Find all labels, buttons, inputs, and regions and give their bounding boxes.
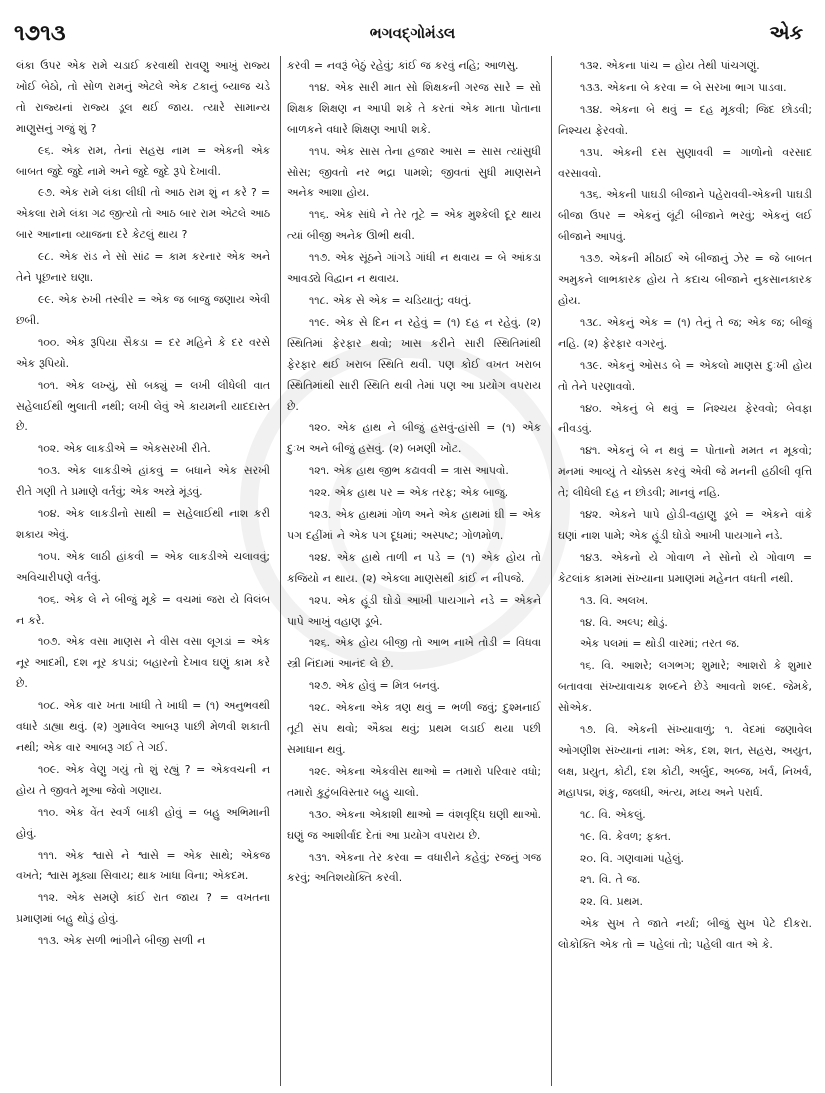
- dictionary-entry: ૧૨૨. એક હાથ પર = એક તરફ; એક બાજુ.: [309, 486, 509, 500]
- dictionary-entry: ૯૭. એક રામે લંકા લીધી તો આઠ રામ શું ન કરે ? = એકલા રામે લંકા ગઢ જીત્યો તો આઠ બાર રામ એટલે આઠ બાર આનાના વ્યાજના દરે કેટલું થાય ?: [16, 186, 270, 242]
- dictionary-entry: ૯૮. એક રાંડ ને સો સાંઢ = કામ કરનાર એક અને તેને પૂછનાર ઘણા.: [16, 250, 270, 285]
- dictionary-entry: ૧૪૧. એકનું બે ન થવું = પોતાનો મમત ન મૂકવો; મનમાં આવ્યું તે ચોક્કસ કરવું એવી જે મનની હઠીલી વૃત્તિ તે; લીધેલી દહ ન છોડવી; માનવું નહિ.: [558, 444, 812, 500]
- dictionary-entry: ૧૯. વિ. કેવળ; ફક્ત.: [580, 829, 672, 843]
- dictionary-entry: ૧૧૫. એક સાસ તેના હજાર આસ = સાસ ત્યાંસુધી સોસ; જીવતો નર ભદ્રા પામશે; જીવતાં સુધી માણસને અનેક આશા હોય.: [287, 144, 541, 200]
- column-right: [551, 56, 812, 1086]
- book-title: ભગવદ્ગોમંડલ: [369, 24, 456, 42]
- dictionary-entry: ૧૩૦. એકના એકાશી થાઓ = વંશવૃદ્ધિ ઘણી થાઓ. ઘણું જ આશીર્વાદ દેતાં આ પ્રયોગ વપરાય છે.: [287, 807, 541, 842]
- dictionary-entry: લંકા ઉપર એક રામે ચડાઈ કરવાથી રાવણુ આખું રાજ્ય ખોઈ બેઠો, તો સોળ રામનું એટલે એક ટકાનું બ્યાજ ચડે તો રાજ્યનાં રાજ્ય ડૂલ થઈ જાય. ત્યારે સામાન્ય માણુસનું ગજું શું ?: [16, 59, 270, 135]
- dictionary-entry: ૧૧૨. એક સમણે કાંઈ રાત જાય ? = વખતના પ્રમાણમાં બહુ થોડું હોવું.: [16, 891, 270, 926]
- dictionary-entry: ૧૩૨. એકના પાંચ = હોય તેથી પાંચગણું.: [580, 59, 760, 72]
- dictionary-entry: ૨૨. વિ. પ્રથમ.: [580, 895, 643, 909]
- dictionary-entry: ૧૨૪. એક હાથે તાળી ન પડે = (૧) એક હોય તો કજિયો ન થાય. (૨) એકલા માણસથી કાંઈ ન નીપજે.: [287, 550, 541, 585]
- running-head: એક: [769, 22, 803, 44]
- page-number: ૧૭૧૩: [14, 20, 66, 46]
- dictionary-entry: ૧૦૩. એક લાકડીએ હાંકવું = બધાને એક સરખી રીતે ગણી તે પ્રમાણે વર્તવું; એક અસ્ત્રે મૂંડવું.: [16, 464, 270, 499]
- dictionary-entry: ૧૧૭. એક સૂંઠને ગાંગડે ગાંધી ન થવાય = બે આંકડા આવડ્યે વિદ્વાન ન થવાય.: [287, 251, 541, 286]
- dictionary-entry: ૧૧૮. એક સે એક = ચડિયાતું; વધતું.: [309, 293, 472, 307]
- dictionary-entry: ૧૨૦. એક હાથ ને બીજું હસવું-હાંસી = (૧) એક દુઃખ અને બીજું હસવું. (૨) બમણી ખોટ.: [287, 421, 541, 456]
- dictionary-entry: ૧૧૦. એક વેંત સ્વર્ગ બાકી હોવું = બહુ અભિમાની હોવું.: [16, 805, 270, 840]
- dictionary-entry: ૧૪. વિ. અલ્પ; થોડું.: [580, 615, 668, 629]
- dictionary-entry: ૧૦૭. એક વસા માણસ ને વીસ વસા લૂગડાં = એક નૂર આદમી, દશ નૂર કપડાં; બહારનો દેખાવ ઘણું કામ કરે છે.: [16, 635, 270, 691]
- dictionary-entry: ૧૮. વિ. એકલું.: [580, 807, 646, 821]
- dictionary-entry: ૧૩. વિ. અલખ.: [580, 593, 649, 607]
- dictionary-entry: ૧૨૬. એક હોય બીજી તો આભ નાખે તોડી = વિધવા સ્ત્રી નિંદામાં આનંદ લે છે.: [287, 636, 541, 671]
- dictionary-entry: ૧૩૩. એકના બે કરવા = બે સરખા ભાગ પાડવા.: [580, 80, 787, 94]
- dictionary-entry: કરવી = નવરૂં બેઠું રહેવું; કાંઈ જ કરવું નહિ; આળસુ.: [287, 59, 519, 72]
- dictionary-entry: ૧૦૨. એક લાકડીએ = એકસરખી રીતે.: [38, 442, 211, 456]
- dictionary-entry: ૧૪૨. એકને પાપે હોડી-વહાણુ ડૂબે = એકને વાંકે ઘણાં નાશ પામે; એક હૂંડી ઘોડો આખી પાયગાને નડે.: [558, 508, 812, 542]
- dictionary-entry: ૧૩૬. એકની પાઘડી બીજાને પહેરાવવી-એકની પાઘડી બીજા ઉપર = એકનું લૂંટી બીજાને ભરવું; એકનું લઈ બીજાને આપવું.: [558, 188, 812, 244]
- dictionary-entry: ૧૩૭. એકની મીઠાઈ એ બીજાનું ઝેર = જે બાબત અમુકને લાભકારક હોય તે કદાચ બીજાને નુકસાનકારક હોય.: [558, 252, 812, 307]
- dictionary-entry: ૧૨૯. એકના એકવીસ થાઓ = તમારો પરિવાર વધો; તમારો કુટુંબવિસ્તાર બહુ ચાલો.: [287, 764, 541, 799]
- dictionary-entry: ૧૦૪. એક લાકડીનો સાથી = સહેલાઈથી નાશ કરી શકાય એવું.: [16, 507, 270, 541]
- column-left: [16, 56, 270, 1086]
- dictionary-entry: ૧૪૩. એકનો યે ગોવાળ ને સોનો યે ગોવાળ = કેટલાંક કામમાં સંખ્યાના પ્રમાણમાં મહેનત વધતી નથી.: [558, 550, 812, 585]
- dictionary-entry: ૧૦૯. એક વેણુ ગયું તો શું રહ્યું ? = એકવચની ન હોય તે જીવતે મૂઆ જેવો ગણાય.: [16, 762, 270, 797]
- dictionary-entry: ૯૬. એક રામ, તેનાં સહસ્ર નામ = એકની એક બાબત જુદે જુદે નામે અને જુદે જુદે રૂપે દેખાવી.: [16, 143, 270, 178]
- dictionary-entry: ૧૭. વિ. એકની સંખ્યાવાળું; ૧. વેદમાં જણાવેલ ઓગણીશ સંખ્યાનાં નામ: એક, દશ, શત, સહસ્ર, અયુત, લક્ષ, પ્રયુત, કોટી, દશ કોટી, અર્બુદ, અબ્જ, ખર્વ, નિખર્વ, મહાપદ્મ, શંકુ, જલધી, અંત્ય, મધ્ય અને પરાર્ધ.: [558, 723, 812, 799]
- dictionary-entry: ૧૬. વિ. આશરે; લગભગ; શુમારે; આશરો કે શુમાર બતાવવા સંખ્યાવાચક શબ્દને છેડે આવતો શબ્દ. જેમકે, સોએક.: [558, 659, 812, 715]
- dictionary-entry: ૨૦. વિ. ગણવામાં પહેલું.: [580, 851, 684, 865]
- dictionary-entry: ૧૧૪. એક સારી માત સો શિક્ષકની ગરજ સારે = સો શિક્ષક શિક્ષણ ન આપી શકે તે કરતાં એક માતા પોતાના બાળકને વધારે શિક્ષણ આપી શકે.: [287, 80, 541, 136]
- dictionary-entry: ૧૩૪. એકના બે થવું = દહ મૂકવી; જિદ છોડવી; નિશ્ચય ફેરવવો.: [558, 102, 812, 137]
- dictionary-entry: ૯૯. એક રુખી તસ્વીર = એક જ બાજુ જણાય એવી છબી.: [16, 292, 270, 327]
- dictionary-entry: ૧૨૩. એક હાથમાં ગોળ અને એક હાથમાં ઘી = એક પગ દહીંમાં ને એક પગ દૂધમાં; અસ્પષ્ટ; ગોળમોળ.: [287, 508, 541, 542]
- dictionary-entry: ૧૧૩. એક સળી ભાંગીને બીજી સળી ન: [38, 934, 206, 948]
- dictionary-entry: ૧૨૫. એક હૂંડી ઘોડો આખી પાયગાને નડે = એકને પાપે આખું વહાણ ડૂબે.: [287, 593, 541, 628]
- dictionary-body: [16, 56, 811, 1086]
- dictionary-entry: ૧૦૦. એક રૂપિયા સૈકડા = દર મહિને કે દર વરસે એક રૂપિયો.: [16, 335, 270, 370]
- dictionary-entry: ૧૦૫. એક લાઠી હાંકવી = એક લાકડીએ ચલાવવું; અવિચારીપણે વર્તવું.: [16, 549, 270, 584]
- dictionary-entry: ૧૧૬. એક સાંધે ને તેર તૂટે = એક મુશ્કેલી દૂર થાય ત્યાં બીજી અનેક ઊભી થવી.: [287, 208, 541, 243]
- page-header: [0, 20, 825, 50]
- dictionary-entry: ૧૦૬. એક લે ને બીજું મૂકે = વચમાં જરા યે વિલંબ ન કરે.: [16, 592, 270, 627]
- dictionary-entry: ૧૧૧. એક શ્વાસે ને શ્વાસે = એક સાથે; એકજ વખતે; શ્વાસ મૂક્યા સિવાય; થાક ખાધા વિના; એકદમ.: [16, 848, 270, 883]
- dictionary-entry: ૧૨૮. એકના એક ત્રણ થવું = ભળી જવું; દુશ્મનાઈ તૂટી સંપ થવો; ઐક્ય થવું; પ્રથમ લડાઈ થયા પછી સમાધાન થવું.: [287, 701, 541, 756]
- dictionary-entry: ૧૨૭. એક હોવું = મિત્ર બનવું.: [309, 679, 440, 693]
- dictionary-entry: એક સુખ તે જાતે નર્યા; બીજું સુખ પેટે દીકરા. લોકોક્તિ એક તો = પહેલાં તો; પહેલી વાત એ કે.: [558, 917, 812, 952]
- dictionary-entry: એક પલમાં = થોડી વારમાં; તરત જ.: [580, 637, 740, 651]
- dictionary-entry: ૧૧૯. એક સે દિન ન રહેવું = (૧) દહ ન રહેવું. (૨) સ્થિતિમાં ફેરફાર થવો; ખાસ કરીને સારી સ્થિતિમાંથી ફેરફાર થઈ ખરાબ સ્થિતિ થવી. પણ કોઈ વખત ખરાબ સ્થિતિમાંથી સારી સ્થિતિ થવી તેમાં પણ આ પ્રયોગ વપરાય છે.: [287, 315, 541, 413]
- dictionary-entry: ૧૩૯. એકનું ઓસડ બે = એકલો માણસ દુઃખી હોય તો તેને પરણાવવો.: [558, 358, 812, 393]
- dictionary-entry: ૧૩૮. એકનું એક = (૧) તેનું તે જ; એક જ; બીજું નહિ. (૨) ફેરફાર વગરનું.: [558, 315, 812, 350]
- dictionary-entry: ૧૩૫. એકની દસ સુણાવવી = ગાળોનો વરસાદ વરસાવવો.: [558, 145, 812, 180]
- dictionary-entry: ૧૩૧. એકના તેર કરવા = વધારીને કહેવું; રજનું ગજ કરવું; અતિશયોક્તિ કરવી.: [287, 850, 541, 885]
- column-middle: [280, 56, 541, 1086]
- dictionary-entry: ૧૦૮. એક વાર ખતા ખાધી તે ખાધી = (૧) અનુભવથી વધારે ડાહ્યા થવું. (૨) ગુમાવેલ આબરૂ પાછી મેળવી શકાતી નથી; એક વાર આબરૂ ગઈ તે ગઈ.: [16, 699, 270, 754]
- dictionary-entry: ૧૪૦. એકનું બે થવું = નિશ્ચય ફેરવવો; બેવફા નીવડવું.: [558, 401, 812, 436]
- dictionary-entry: ૧૦૧. એક લખ્યું, સો બક્યું = લખી લીધેલી વાત સહેલાઈથી ભુલાતી નથી; લખી લેવું એ કાયમની યાદદાસ્ત છે.: [16, 378, 270, 434]
- dictionary-entry: ૧૨૧. એક હાથ જીભ કઢાવવી = ત્રાસ આપવો.: [309, 464, 509, 478]
- dictionary-entry: ૨૧. વિ. તે જ.: [580, 873, 641, 887]
